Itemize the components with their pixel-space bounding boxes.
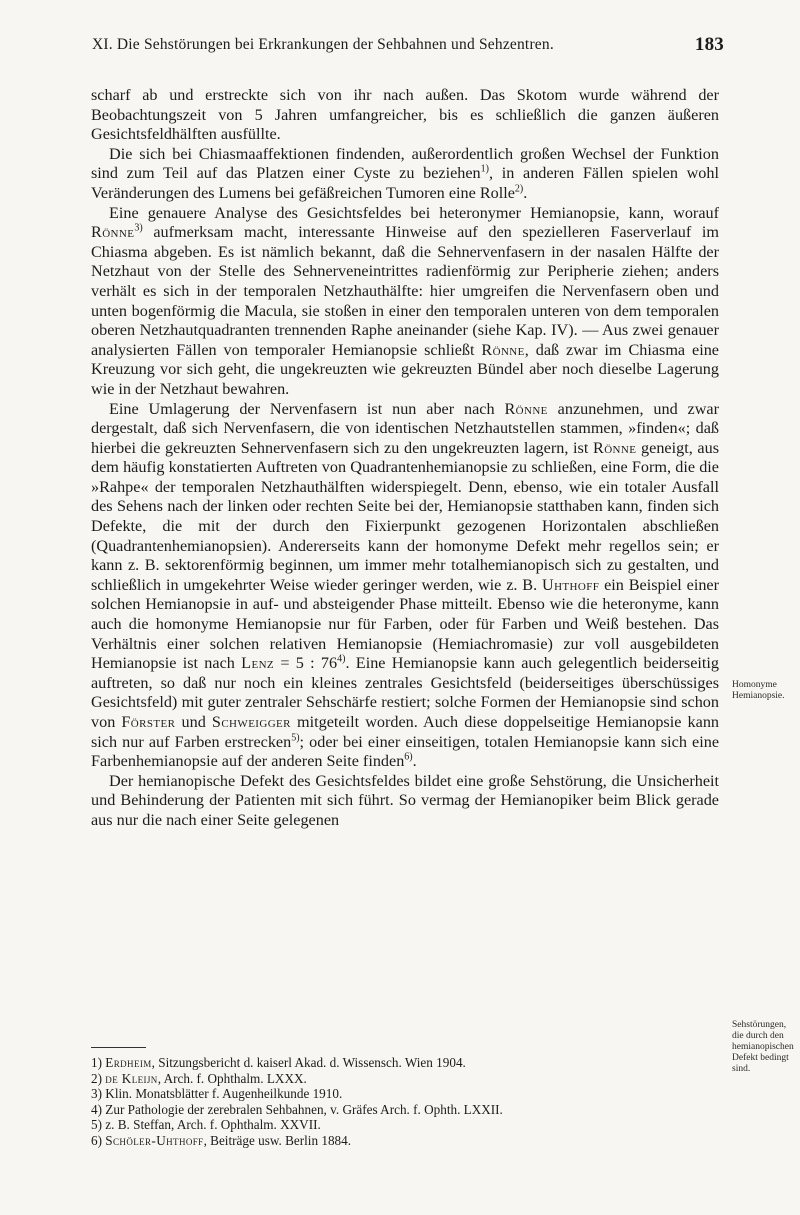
footnote-3	[91, 1086, 719, 1102]
footnote-1	[91, 1055, 719, 1071]
footnote-2	[91, 1071, 719, 1087]
footnote-ref-5[interactable]: 5)	[291, 732, 300, 744]
footnote-number: 6)	[91, 1132, 102, 1148]
paragraph-4-text-g: und	[175, 713, 212, 731]
margin-note-homonyme: Homonyme Hemianopsie.	[732, 680, 785, 701]
footnote-text: , Beiträge usw. Berlin 1884.	[203, 1132, 352, 1148]
author-name: Uhthoff	[541, 575, 600, 594]
paragraph-4-text-d: ein Beispiel einer solchen Hemianopsie in auf- und absteigender Phase mitteilt. Ebenso wie die heteronyme, kann auch die homonyme Hemianopsie nur für Farben, oder für Farben und Weiß bestehen. Das Verhältnis einer solchen relativen Hemianopsie (Hemiachromasie) zur voll ausgebildeten Hemianopsie ist nach	[91, 575, 719, 673]
footnote-4	[91, 1102, 719, 1118]
paragraph-4-text-a: Eine Umlagerung der Nervenfasern ist nun aber nach	[109, 399, 505, 418]
margin-note-sehstoerungen: Sehstörungen, die durch den hemianopischen Defekt bedingt sind.	[732, 1020, 794, 1074]
paragraph-1	[91, 86, 719, 145]
author-name: Schweigger	[211, 713, 291, 731]
footnote-number: 1)	[91, 1055, 102, 1070]
footnote-author: Erdheim	[105, 1055, 152, 1070]
paragraph-3	[91, 204, 719, 400]
paragraph-4	[91, 400, 719, 772]
paragraph-4-text-j: .	[412, 752, 417, 771]
footnote-ref-6[interactable]: 6)	[404, 751, 413, 763]
footnote-number: 3)	[91, 1086, 102, 1102]
paragraph-4-text-e: = 5 : 76	[274, 654, 338, 673]
footnote-ref-3[interactable]: 3)	[134, 222, 143, 234]
author-name: Rönne	[593, 438, 637, 457]
paragraph-3-text-a: Eine genauere Analyse des Gesichtsfeldes bei heteronymer Hemianopsie, kann, worauf	[109, 203, 719, 222]
author-name: Rönne	[481, 340, 525, 359]
paragraph-5	[91, 772, 719, 831]
author-name: Rönne	[91, 223, 135, 242]
footnote-divider	[91, 1047, 146, 1048]
footnote-author: de Kleijn	[105, 1070, 158, 1086]
paragraph-1-text: scharf ab und erstreckte sich von ihr nach außen. Das Skotom wurde während der Beobachtungszeit von 5 Jahren umfangreicher, bis es schließlich die ganzen äußeren Gesichtsfeldhälften ausfüllte.	[91, 86, 719, 144]
author-name: Rönne	[504, 399, 548, 418]
paragraph-3-text-c: , daß zwar im Chiasma eine Kreuzung vor sich geht, die ungekreuzten wie gekreuzten Bündel aber noch dieselbe Lagerung wie in der Netzhaut bewahren.	[91, 340, 719, 398]
footnote-text: Zur Pathologie der zerebralen Sehbahnen, v. Gräfes Arch. f. Ophth. LXXII.	[105, 1101, 503, 1117]
paragraph-4-text-c: geneigt, aus dem häufig konstatierten Auftreten von Quadrantenhemianopsie zu schließen, eine Form, die die »Rahpe« der temporalen Netzhauthälften widerspiegelt. Denn, ebenso, wie ein totaler Ausfall des Sehens nach der linken oder rechten Seite bei der, Hemianopsie statthaben kann, finden sich Defekte, die mit der durch den Fixierpunkt gezogenen Horizontalen abschließen (Quadrantenhemianopsien). Andererseits kann der homonyme Defekt mehr regellos sein; er kann z. B. sektorenförmig beginnen, um immer mehr totalhemianopisch sich zu gestalten, und schließlich in umgekehrter Weise wieder geringer werden, wie z. B.	[91, 438, 719, 594]
footnote-5	[91, 1117, 719, 1133]
footnote-ref-4[interactable]: 4)	[337, 653, 346, 665]
paragraph-3-text-b: aufmerksam macht, interessante Hinweise auf den spezielleren Faserverlauf im Chiasma abgeben. Es ist nämlich bekannt, daß die Sehnervenfasern in der nasalen Hälfte der Netzhaut von der Stelle des Sehnerveneintrittes radienförmig zur Peripherie ziehen; anders verhält es sich in der temporalen Netzhauthälfte: hier umgreifen die Nervenfasern oben und unten bogenförmig die Macula, sie stoßen in einer den temporalen unteren von dem temporalen oberen Netzhautquadranten trennenden Raphe aneinander (siehe Kap. IV). — Aus zwei genauer analysierten Fällen von temporaler Hemianopsie schließt	[91, 223, 719, 359]
footnote-text: Klin. Monatsblätter f. Augenheilkunde 1910.	[105, 1086, 343, 1102]
paragraph-2-text-a: Die sich bei Chiasmaaffektionen findenden, außerordentlich großen Wechsel der Funktion sind zum Teil auf das Platzen einer Cyste zu beziehen	[91, 144, 719, 183]
paragraph-2-text-b: , in anderen Fällen spielen wohl Veränderungen des Lumens bei gefäßreichen Tumoren eine Rolle	[91, 164, 719, 202]
footnote-ref-2[interactable]: 2)	[514, 183, 524, 195]
footnote-6	[91, 1133, 719, 1149]
main-text	[91, 86, 719, 831]
author-name: Lenz	[241, 654, 275, 673]
footnote-text: , Sitzungsbericht d. kaiserl Akad. d. Wissensch. Wien 1904.	[151, 1055, 466, 1070]
paragraph-4-text-h: mitgeteilt worden. Auch diese doppelseitige Hemianopsie kann sich nur auf Farben erstrecken	[91, 713, 720, 751]
footnote-ref-1[interactable]: 1)	[480, 163, 489, 175]
footnote-number: 4)	[91, 1101, 102, 1117]
footnote-number: 5)	[91, 1117, 102, 1133]
paragraph-4-text-b: anzunehmen, und zwar dergestalt, daß sich Nervenfasern, die von identischen Netzhautstellen stammen, »finden«; daß hierbei die gekreuzten Sehnervenfasern sich zu den ungekreuzten lagern, ist	[91, 399, 720, 457]
chapter-title: XI. Die Sehstörungen bei Erkrankungen der Sehbahnen und Sehzentren.	[92, 36, 554, 53]
paragraph-2-text-c: .	[523, 183, 528, 202]
footnote-number: 2)	[91, 1070, 102, 1086]
footnote-author: Schöler-Uhthoff	[105, 1132, 204, 1148]
paragraph-4-text-i: ; oder bei einer einseitigen, totalen Hemianopsie kann sich eine Farbenhemianopsie auf der anderen Seite finden	[91, 732, 719, 771]
paragraph-4-text-f: . Eine Hemianopsie kann auch gelegentlich beiderseitig auftreten, so daß nur noch ein kleines zentrales Gesichtsfeld (beiderseitiges überschüssiges Gesichtsfeld) mit guter zentraler Sehschärfe restiert; solche Formen der Hemianopsie sind schon von	[91, 654, 719, 731]
footnotes	[91, 1055, 719, 1149]
paragraph-5-text: Der hemianopische Defekt des Gesichtsfeldes bildet eine große Sehstörung, die Unsicherheit und Behinderung der Patienten mit sich führt. So vermag der Hemianopiker beim Blick gerade aus nur die nach einer Seite gelegenen	[91, 771, 719, 829]
author-name: Förster	[121, 713, 176, 731]
page-number: 183	[694, 34, 724, 55]
paragraph-2	[91, 145, 719, 204]
footnote-text: z. B. Steffan, Arch. f. Ophthalm. XXVII.	[105, 1117, 321, 1133]
footnote-text: , Arch. f. Ophthalm. LXXX.	[157, 1070, 307, 1086]
